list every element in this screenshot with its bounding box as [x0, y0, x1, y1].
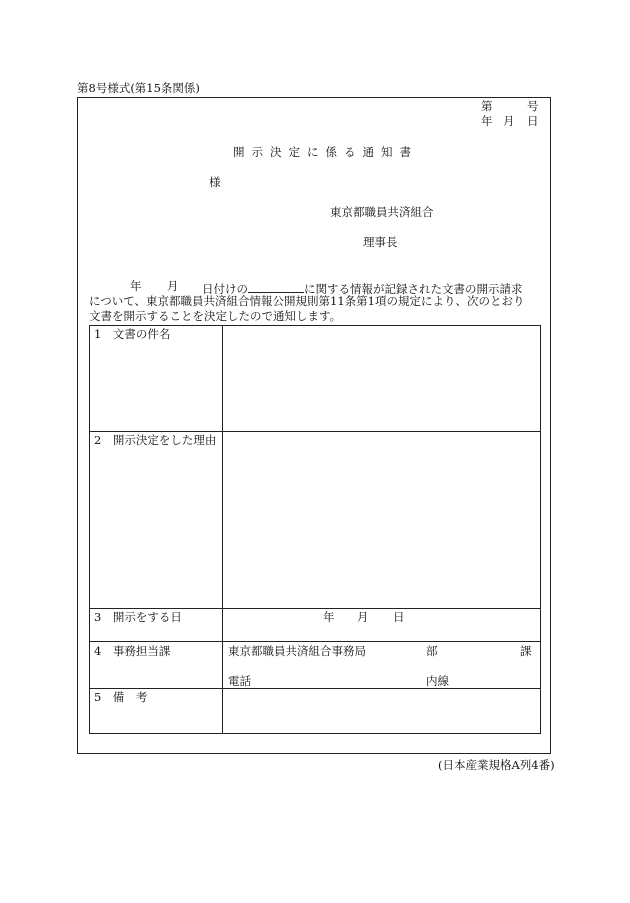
- sender-title: 理事長: [363, 235, 398, 249]
- table-row-divider: [89, 641, 541, 642]
- recipient-suffix: 様: [209, 175, 221, 189]
- disclosure-reason-field[interactable]: [226, 437, 536, 602]
- document-number-suffix: 号: [527, 99, 539, 113]
- body-line3: 文書を開示することを決定したので通知します。: [89, 309, 342, 323]
- paper-size-note: (日本産業規格A列4番): [438, 758, 555, 772]
- subject-blank-line: [248, 281, 304, 293]
- contact-department: 部: [426, 644, 438, 658]
- disclosure-reason-label: 2 開示決定をした理由: [94, 433, 217, 447]
- document-name-label: 1 文書の件名: [94, 327, 171, 341]
- table-row-divider: [89, 608, 541, 609]
- document-title: 開示決定に係る通知書: [233, 145, 418, 159]
- body-month: 月: [167, 279, 179, 293]
- document-number-prefix: 第: [481, 99, 493, 113]
- body-year: 年: [130, 279, 142, 293]
- contact-section: 課: [520, 644, 532, 658]
- table-column-divider: [222, 325, 223, 734]
- remarks-label: 5 備 考: [94, 690, 148, 704]
- contact-phone-label: 電話: [228, 674, 251, 688]
- disclosure-date-label: 3 開示をする日: [94, 610, 182, 624]
- form-number: 第8号様式(第15条関係): [77, 81, 200, 95]
- table-row-divider: [89, 431, 541, 432]
- contact-office: 東京都職員共済組合事務局: [228, 644, 366, 658]
- remarks-field[interactable]: [226, 694, 536, 728]
- sender-organization: 東京都職員共済組合: [330, 205, 434, 219]
- date-year-label: 年: [481, 114, 493, 128]
- disclosure-date-day: 日: [393, 610, 405, 624]
- disclosure-date-year: 年: [323, 610, 335, 624]
- contact-section-label: 4 事務担当課: [94, 644, 171, 658]
- body-line2: について、東京都職員共済組合情報公開規則第11条第1項の規定により、次のとおり: [89, 294, 525, 308]
- document-name-field[interactable]: [226, 331, 536, 426]
- date-month-label: 月: [503, 114, 515, 128]
- table-row-divider: [89, 688, 541, 689]
- contact-extension-label: 内線: [426, 674, 449, 688]
- body-line1-rest: に関する情報が記録された文書の開示請求: [304, 282, 523, 296]
- disclosure-date-month: 月: [357, 610, 369, 624]
- date-day-label: 日: [527, 114, 539, 128]
- body-day-prefix: 日付けの: [202, 282, 248, 296]
